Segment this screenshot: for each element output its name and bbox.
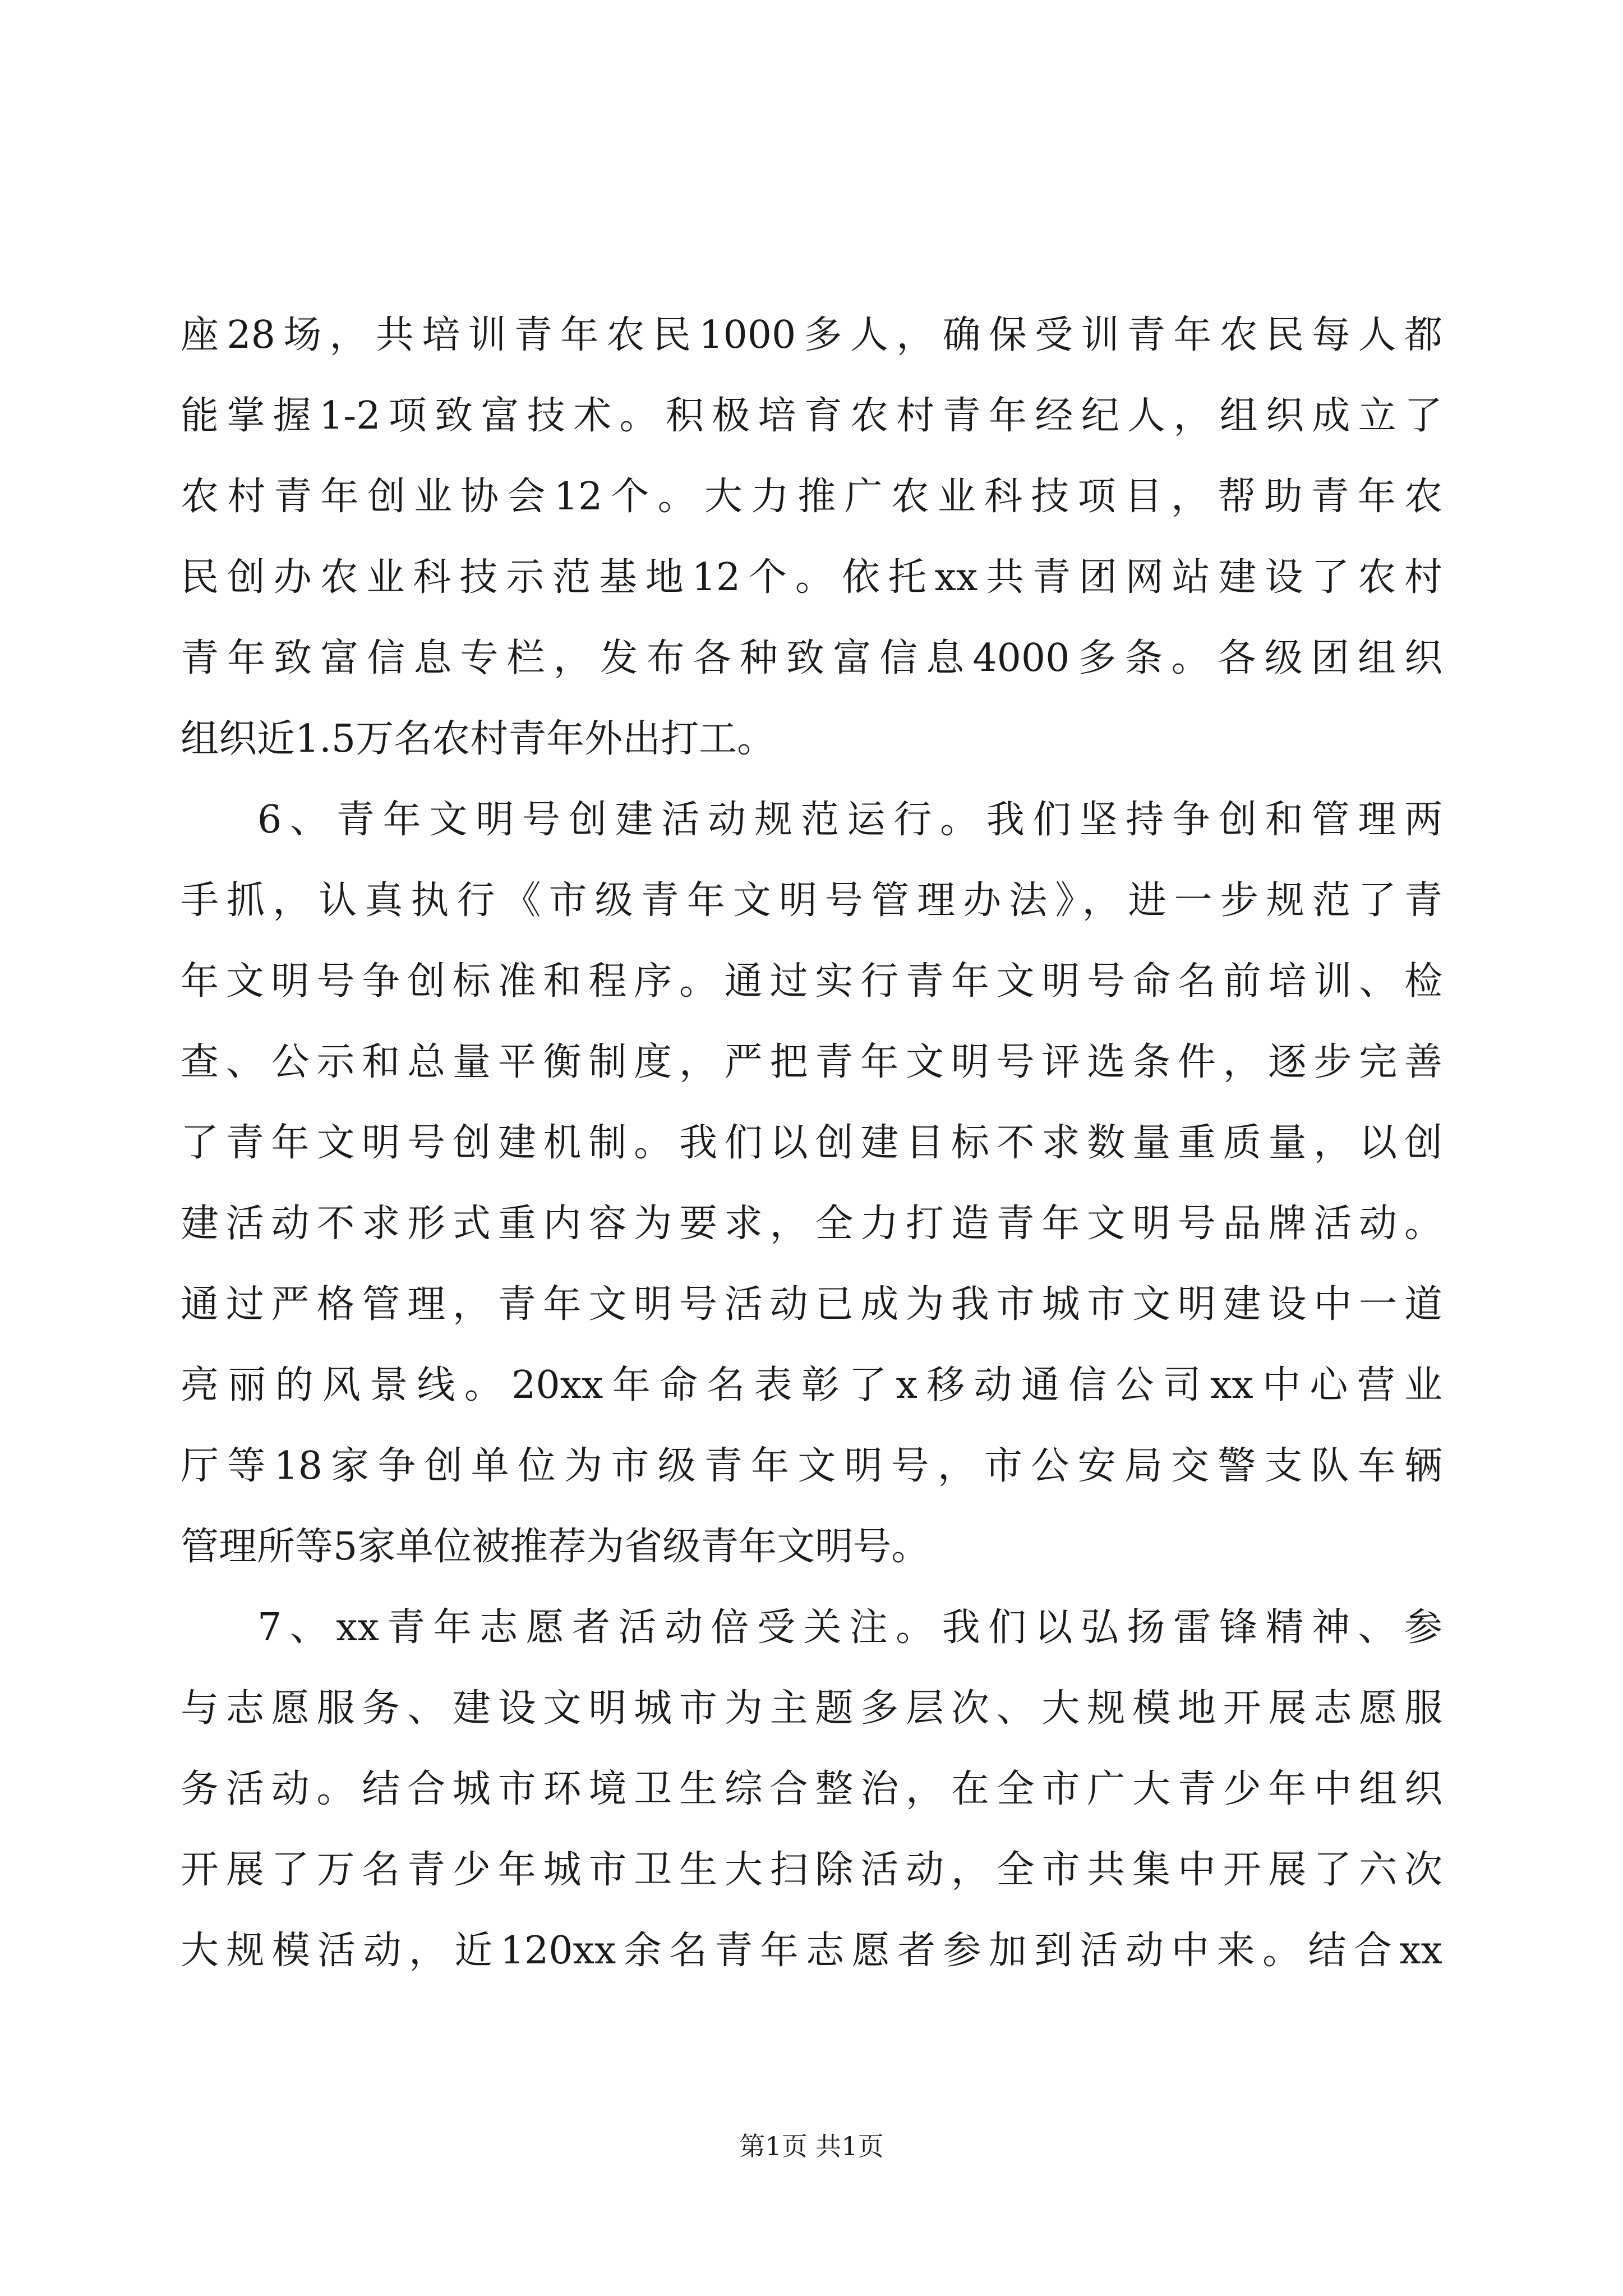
text-line: 年文明号争创标准和程序。通过实行青年文明号命名前培训、检 bbox=[181, 959, 1442, 1004]
text-line: 与志愿服务、建设文明城市为主题多层次、大规模地开展志愿服 bbox=[181, 1686, 1442, 1731]
text-line: 管理所等5家单位被推荐为省级青年文明号。 bbox=[181, 1525, 930, 1569]
paragraph-heading-6: 6、青年文明号创建活动规范运行。我们坚持争创和管理两 bbox=[257, 798, 1442, 842]
text-line: 座28场，共培训青年农民1000多人，确保受训青年农民每人都 bbox=[181, 313, 1442, 357]
text-line: 了青年文明号创建机制。我们以创建目标不求数量重质量，以创 bbox=[181, 1121, 1442, 1165]
text-line: 亮丽的风景线。20xx年命名表彰了x移动通信公司xx中心营业 bbox=[181, 1363, 1442, 1407]
text-line: 民创办农业科技示范基地12个。依托xx共青团网站建设了农村 bbox=[181, 555, 1442, 600]
text-line: 组织近1.5万名农村青年外出打工。 bbox=[181, 717, 776, 761]
text-line: 开展了万名青少年城市卫生大扫除活动，全市共集中开展了六次 bbox=[181, 1848, 1442, 1892]
text-line: 查、公示和总量平衡制度，严把青年文明号评选条件，逐步完善 bbox=[181, 1040, 1442, 1084]
text-line: 大规模活动，近120xx余名青年志愿者参加到活动中来。结合xx bbox=[181, 1929, 1442, 1973]
text-line: 农村青年创业协会12个。大力推广农业科技项目，帮助青年农 bbox=[181, 475, 1442, 519]
text-line: 厅等18家争创单位为市级青年文明号，市公安局交警支队车辆 bbox=[181, 1444, 1442, 1488]
document-body bbox=[181, 295, 1442, 1991]
text-line: 青年致富信息专栏，发布各种致富信息4000多条。各级团组织 bbox=[181, 636, 1442, 680]
paragraph-heading-7: 7、xx青年志愿者活动倍受关注。我们以弘扬雷锋精神、参 bbox=[257, 1605, 1442, 1650]
text-line: 建活动不求形式重内容为要求，全力打造青年文明号品牌活动。 bbox=[181, 1202, 1442, 1246]
text-line: 务活动。结合城市环境卫生综合整治，在全市广大青少年中组织 bbox=[181, 1767, 1442, 1811]
text-line: 能掌握1-2项致富技术。积极培育农村青年经纪人，组织成立了 bbox=[181, 394, 1442, 438]
text-line: 手抓，认真执行《市级青年文明号管理办法》，进一步规范了青 bbox=[181, 878, 1442, 923]
page-number-footer: 第1页 共1页 bbox=[739, 2131, 884, 2161]
text-line: 通过严格管理，青年文明号活动已成为我市城市文明建设中一道 bbox=[181, 1282, 1442, 1327]
